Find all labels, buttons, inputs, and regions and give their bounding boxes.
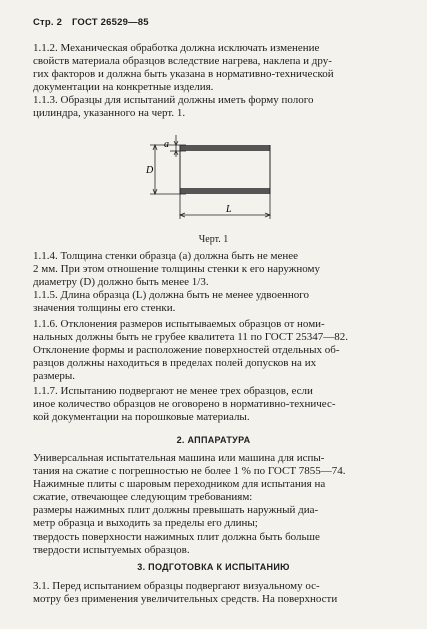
specimen-drawing [130,133,300,223]
section-heading-preparation: 3. ПОДГОТОВКА К ИСПЫТАНИЮ [137,562,290,572]
label-L: L [226,204,232,215]
text-line: цилиндра, указанного на черт. 1. [33,107,186,120]
paragraph-1-1-3 [33,94,401,120]
label-a: a [164,139,169,150]
text-line: тания на сжатие с погрешностью не более 1 % по ГОСТ 7855—74. [33,465,346,478]
text-line: метр образца и выходить за пределы его длины; [33,517,258,530]
text-line: размеры нажимных плит должны превышать наружный диа- [33,504,319,517]
text-line: гих факторов и должна быть указана в нормативно-технической [33,68,334,81]
text-line: 1.1.3. Образцы для испытаний должны иметь форму полого [33,94,314,106]
text-line: 3.1. Перед испытанием образцы подвергают визуальному ос- [33,580,320,592]
text-line: твердость поверхности нажимных плит должна быть больше [33,530,320,543]
paragraph-1-1-4-5 [33,250,401,315]
text-line: 2 мм. При этом отношение толщины стенки к его наружному [33,263,320,276]
text-line: 1.1.6. Отклонения размеров испытываемых образцов от номи- [33,318,325,330]
paragraph-1-1-7 [33,385,401,424]
text-line: свойств материала образцов вследствие нагрева, наклепа и дру- [33,55,332,68]
text-line: Универсальная испытательная машина или машина для испы- [33,452,325,464]
section-2-text [33,452,401,557]
standard-code: ГОСТ 26529—85 [71,17,149,28]
label-D: D [146,165,154,176]
figure-caption: Черт. 1 [198,234,229,245]
page-number: Стр. 2 [33,17,63,28]
text-line: твердости испытуемых образцов. [33,543,190,556]
upper-wall [180,145,270,151]
page-header [33,17,156,28]
paragraph-1-1-6 [33,318,401,383]
section-3-text [33,580,401,606]
text-line: 1.1.7. Испытанию подвергают не менее трех образцов, если [33,385,313,397]
text-line: мотру без применения увеличительных средств. На поверхности [33,593,338,606]
text-line: нальных должны быть не грубее квалитета 11 по ГОСТ 25347—82. [33,331,348,344]
section-heading-apparatus: 2. АППАРАТУРА [176,435,251,445]
text-line: значения толщины его стенки. [33,302,176,315]
text-line: 1.1.4. Толщина стенки образца (a) должна быть не менее [33,250,298,262]
paragraph-1-1-2 [33,42,401,94]
lower-wall [180,188,270,194]
text-line: Отклонение формы и расположение поверхностей отдельных об- [33,344,340,357]
text-line: 1.1.2. Механическая обработка должна исключать изменение [33,42,320,54]
text-line: Нажимные плиты с шаровым переходником для испытания на [33,478,326,491]
text-line: 1.1.5. Длина образца (L) должна быть не менее удвоенного [33,289,309,302]
text-line: сжатие, отвечающее следующим требованиям: [33,491,253,504]
text-line: кой документации на порошковые материалы. [33,411,250,424]
text-line: разцов должны находиться в пределах полей допусков на их [33,357,317,370]
text-line: диаметру (D) должно быть менее 1/3. [33,276,209,289]
text-line: иное количество образцов не оговорено в нормативно-техничес- [33,398,336,411]
text-line: размеры. [33,370,76,383]
text-line: документации на конкретные изделия. [33,81,214,94]
